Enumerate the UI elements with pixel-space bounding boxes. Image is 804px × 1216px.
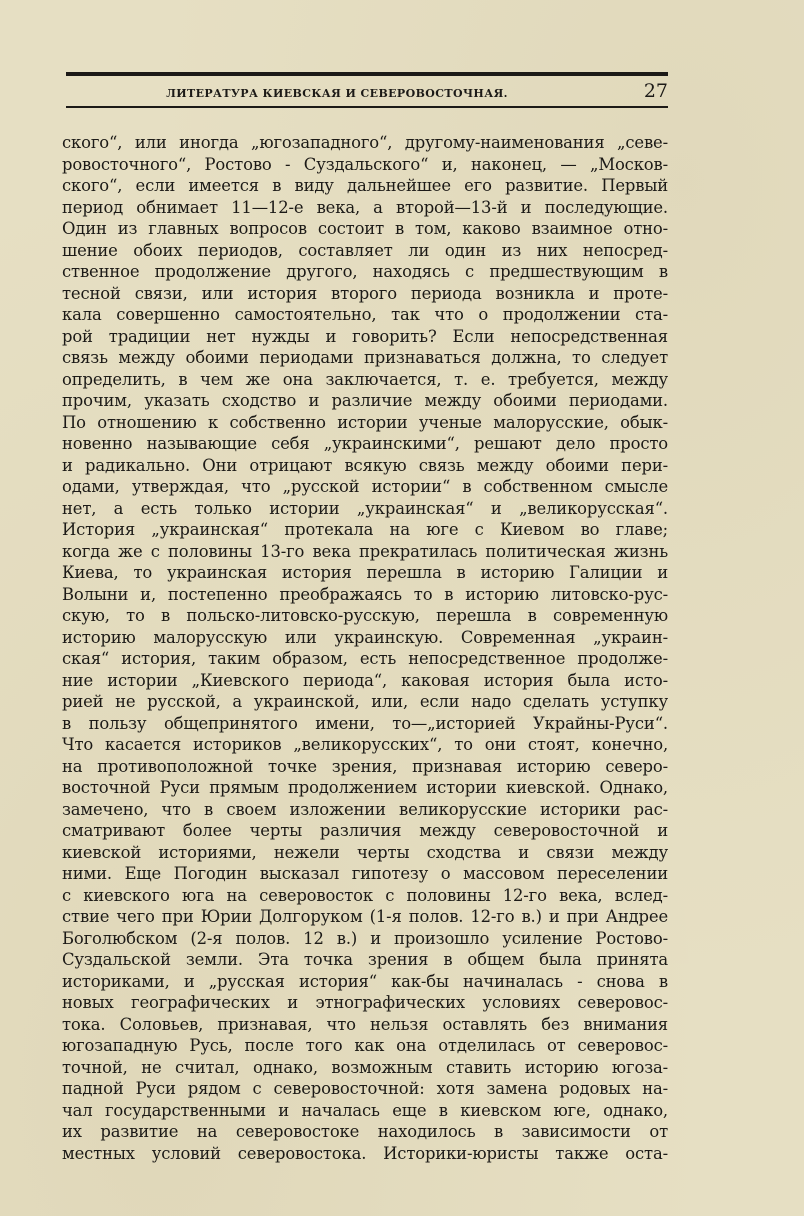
text-line: югозападную Русь, после того как она отделилась от северовос- xyxy=(62,1036,668,1055)
text-line: рой традиции нет нужды и говорить? Если непосредственная xyxy=(62,326,668,346)
text-line: прочим, указать сходство и различие между обоими периодами. xyxy=(62,391,668,410)
text-line: кала совершенно самостоятельно, так что о продолжении ста- xyxy=(62,305,668,324)
text-line: с киевского юга на северовосток с половины 12-го века, вслед- xyxy=(62,885,668,905)
text-line: ская“ история, таким образом, есть непосредственное продолже- xyxy=(62,649,668,668)
text-line: Что касается историков „великорусских“, то они стоят, конечно, xyxy=(62,735,668,754)
text-line: замечено, что в своем изложении великорусские историки рас- xyxy=(62,799,668,819)
text-line: Волыни и, постепенно преображаясь то в историю литовско-рус- xyxy=(62,584,668,604)
text-line: чал государственными и началась еще в киевском юге, однако, xyxy=(62,1100,668,1120)
text-line: История „украинская“ протекала на юге с Киевом во главе; xyxy=(62,520,668,539)
page-number: 27 xyxy=(643,80,668,102)
text-line: на противоположной точке зрения, признавая историю северо- xyxy=(62,756,668,776)
text-line: историками, и „русская история“ как-бы начиналась - снова в xyxy=(62,971,668,991)
text-line: Боголюбском (2-я полов. 12 в.) и произошло усиление Ростово- xyxy=(62,928,668,948)
text-line: тока. Соловьев, признавая, что нельзя оставлять без внимания xyxy=(62,1014,668,1034)
text-line: одами, утверждая, что „русской истории“ в собственном смысле xyxy=(62,477,668,496)
text-line: тесной связи, или история второго периода возникла и проте- xyxy=(62,283,668,303)
text-line: точной, не считал, однако, возможным ставить историю югоза- xyxy=(62,1057,668,1077)
text-line: в пользу общепринятого имени, то—„историей Украйны-Руси“. xyxy=(62,713,668,733)
text-line: и радикально. Они отрицают всякую связь между обоими пери- xyxy=(62,455,668,475)
text-line: ствие чего при Юрии Долгоруком (1-я полов. 12-го в.) и при Андрее xyxy=(62,907,668,926)
text-line: историю малорусскую или украинскую. Современная „украин- xyxy=(62,627,668,647)
text-line: ственное продолжение другого, находясь с предшествующим в xyxy=(62,262,668,281)
text-line: скую, то в польско-литовско-русскую, перешла в современную xyxy=(62,606,668,625)
text-line: нет, а есть только истории „украинская“ и „великорусская“. xyxy=(62,498,668,518)
text-line: период обнимает 11—12-е века, а второй—13-й и последующие. xyxy=(62,197,668,217)
header-rule-bottom xyxy=(66,106,668,108)
text-line: их развитие на северовостоке находилось в зависимости от xyxy=(62,1122,668,1141)
text-line: ними. Еще Погодин высказал гипотезу о массовом переселении xyxy=(62,864,668,883)
text-line: ровосточного“, Ростово - Суздальского“ и, наконец, — „Москов- xyxy=(62,154,668,174)
body-text xyxy=(62,132,668,1164)
text-line: По отношению к собственно истории ученые малорусские, обык- xyxy=(62,412,668,432)
text-line: ского“, если имеется в виду дальнейшее его развитие. Первый xyxy=(62,176,668,195)
text-line: рией не русской, а украинской, или, если надо сделать уступку xyxy=(62,692,668,711)
text-line: когда же с половины 13-го века прекратилась политическая жизнь xyxy=(62,541,668,561)
text-line: определить, в чем же она заключается, т. е. требуется, между xyxy=(62,369,668,389)
text-line: падной Руси рядом с северовосточной: хотя замена родовых на- xyxy=(62,1079,668,1098)
text-line: сматривают более черты различия между северовосточной и xyxy=(62,821,668,840)
text-line: восточной Руси прямым продолжением истории киевской. Однако, xyxy=(62,778,668,797)
text-line: киевской историями, нежели черты сходства и связи между xyxy=(62,842,668,862)
text-line: шение обоих периодов, составляет ли один из них непосред- xyxy=(62,240,668,260)
header-rule-top xyxy=(66,72,668,76)
text-line: ского“, или иногда „югозападного“, другому-наименования „севе- xyxy=(62,133,668,152)
text-line: новых географических и этнографических условиях северовос- xyxy=(62,993,668,1012)
running-head xyxy=(66,80,668,104)
text-line: Суздальской земли. Эта точка зрения в общем была принята xyxy=(62,950,668,969)
running-title: ЛИТЕРАТУРА КИЕВСКАЯ И СЕВЕРОВОСТОЧНАЯ. xyxy=(166,87,508,100)
text-line: ние истории „Киевского периода“, каковая история была исто- xyxy=(62,670,668,690)
text-line: местных условий северовостока. Историки-юристы также оста- xyxy=(62,1143,668,1163)
text-line: Один из главных вопросов состоит в том, каково взаимное отно- xyxy=(62,219,668,238)
text-line: связь между обоими периодами признаваться должна, то следует xyxy=(62,348,668,367)
text-line: новенно называющие себя „украинскими“, решают дело просто xyxy=(62,434,668,453)
text-line: Киева, то украинская история перешла в историю Галиции и xyxy=(62,563,668,582)
